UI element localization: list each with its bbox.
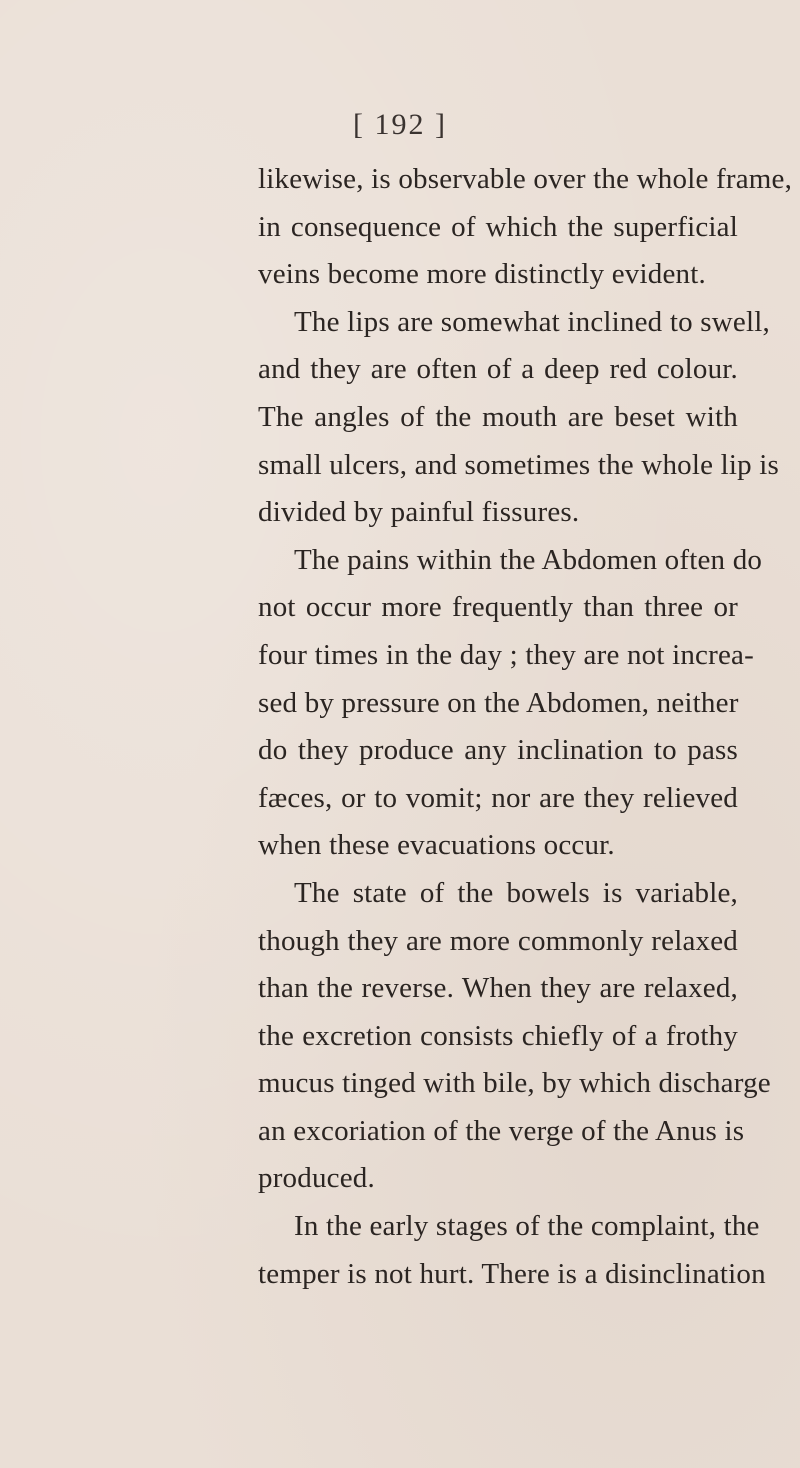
text-line: The lips are somewhat inclined to swell, <box>294 305 770 338</box>
text-line: when these evacuations occur. <box>258 829 615 862</box>
text-line: and they are often of a deep red colour. <box>258 353 738 386</box>
text-line: fæces, or to vomit; nor are they relieved <box>258 781 738 814</box>
text-line: an excoriation of the verge of the Anus is <box>258 1114 745 1147</box>
text-line: four times in the day ; they are not increa- <box>258 638 754 671</box>
text-line: in consequence of which the superficial <box>258 210 738 243</box>
text-line: than the reverse. When they are relaxed, <box>258 972 738 1005</box>
text-line: mucus tinged with bile, by which discharge <box>258 1067 771 1100</box>
page-number: [ 192 ] <box>353 108 447 141</box>
body-text <box>258 156 793 1298</box>
text-line: small ulcers, and sometimes the whole lip is <box>258 448 780 481</box>
text-line: sed by pressure on the Abdomen, neither <box>258 686 739 719</box>
text-line: not occur more frequently than three or <box>258 591 738 624</box>
text-line: The pains within the Abdomen often do <box>294 543 763 576</box>
text-line: though they are more commonly relaxed <box>258 924 738 957</box>
text-line: likewise, is observable over the whole frame, <box>258 163 793 195</box>
text-line: In the early stages of the complaint, the <box>294 1210 760 1243</box>
text-line: temper is not hurt. There is a disinclination <box>258 1257 766 1290</box>
text-line: the excretion consists chiefly of a frothy <box>258 1019 738 1052</box>
text-line: veins become more distinctly evident. <box>258 258 706 291</box>
text-line: do they produce any inclination to pass <box>258 734 738 767</box>
text-line: divided by painful fissures. <box>258 496 580 529</box>
text-line: produced. <box>258 1162 375 1195</box>
text-line: The state of the bowels is variable, <box>294 876 738 909</box>
text-line: The angles of the mouth are beset with <box>258 400 738 433</box>
